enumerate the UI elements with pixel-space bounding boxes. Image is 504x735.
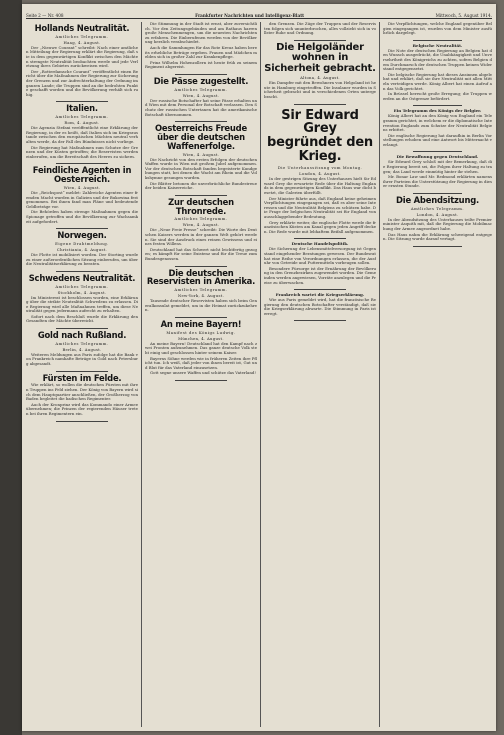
article-headline: Feindliche Agenten in Oesterreich.: [32, 165, 132, 185]
article-paragraph: Die Stimmung in der Stadt ist ernst, aber zuversichtlich. Vor den Zeitungsgebäuden und am Rathaus harren große Menschenmengen, um die neuesten Nachrichten zu erfahren. Die Einberufenen werden von der Bevölkerung herzlich verabschiedet.: [145, 22, 257, 45]
article-headline: Die Pässe zugestellt.: [153, 75, 249, 86]
article: [264, 22, 376, 36]
article-subheading: Amtliches Telegramm.: [55, 283, 109, 289]
article-paragraph: An meine Bayern! Deutschland hat den Kampf nach zwei Fronten aufzunehmen. Das ganze deutsche Volk steht einig und geschlossen hinter seinem Kaiser.: [145, 340, 257, 355]
article-separator: [175, 121, 227, 122]
article-subheading: Frankreich wartet die Kriegserklärung.: [275, 292, 365, 298]
article-subheading: Belgische Neutralität.: [412, 42, 463, 48]
article-paragraph: In Brüssel herrscht große Erregung; die Truppen werden an die Ostgrenze befördert.: [383, 91, 492, 101]
article-paragraph: Sir Edward Grey schloß mit der Bemerkung, daß die Regierung bereit sei, die Folgen ihrer Haltung zu tragen; das Land werde einmütig hinter ihr stehen.: [383, 159, 492, 174]
article-separator: [175, 317, 227, 318]
article-dateline: Altona, 4. August.: [300, 75, 340, 81]
article-dateline: Rom, 4. August.: [64, 120, 100, 126]
article-dateline: Wien, 4. August.: [182, 92, 220, 98]
article-subheading: Amtliches Telegramm.: [174, 86, 228, 92]
article-dateline: London, 4. August.: [299, 171, 341, 177]
article-separator: [175, 380, 227, 381]
article-separator: [56, 371, 108, 372]
article-subheading: Amtliches Telegramm.: [174, 216, 228, 222]
article-separator: [56, 101, 108, 102]
article-headline: An meine Bayern!: [160, 318, 242, 329]
newspaper-page: [22, 4, 496, 731]
article-headline: Norwegen.: [57, 230, 107, 241]
article: [264, 43, 376, 100]
article-paragraph: Im Ministerrat ist beschlossen worden, eine Erklärung über die strikte Neutralität Schwedens zu erlassen. Die Regierung wird alle Maßnahmen treffen, um diese Neutralität gegen jedermann aufrecht zu erhalten.: [26, 294, 138, 314]
article-separator: [56, 271, 108, 272]
article-subheading: Ein Telegramm des Königs der Belgier.: [393, 108, 482, 114]
article-subheading: Deutsche Handelspolitik.: [291, 241, 349, 247]
article-separator: [294, 40, 346, 41]
article-paragraph: Das Haus nahm die Erklärung schweigend entgegen. Die Sitzung wurde darauf vertagt.: [383, 231, 492, 242]
article: [383, 108, 492, 147]
article-headline: Oesterreichs Freude über die deutschen Waffenerfolge.: [155, 123, 247, 151]
article-headline: Zur deutschen Thronrede.: [168, 196, 234, 216]
article-paragraph: Die Blätter betonen die unverbrüchliche Bundestreue der beiden Kaiserreiche.: [145, 180, 257, 191]
article-separator: [56, 421, 108, 422]
article-separator: [413, 246, 462, 247]
article: [264, 292, 376, 316]
article-paragraph: Die Note der deutschen Regierung an Belgien hat den Wunsch ausgedrückt, die Unabhängigkeit und Unversehrtheit des Königreichs zu achten, sofern Belgien dem Durchmarsch der deutschen Truppen keinen Widerstand entgegensetzt.: [383, 47, 492, 72]
article-dateline: New-York, 4. August.: [177, 293, 225, 299]
article-paragraph: Mr. Bonar Law und Mr. Redmond erklärten namens ihrer Parteien die Unterstützung der Regierung in dieser ernsten Stunde.: [383, 174, 492, 189]
article-separator: [294, 320, 346, 321]
article-subheading: Manifest des Königs Ludwig.: [166, 329, 236, 335]
article-paragraph: Auch der Kronprinz wird das Kommando einer Armee übernehmen; die Prinzen der regierenden Häuser treten bei ihren Regimentern ein.: [26, 401, 138, 417]
article: [26, 274, 138, 324]
article-subheading: Die Bewaffnung gegen Deutschland.: [396, 154, 479, 160]
article-dateline: Wien, 4. August.: [182, 151, 220, 157]
column-4: [383, 22, 492, 727]
article-paragraph: Wie aus Paris gemeldet wird, hat die französische Regierung den deutschen Botschafter verständigt, daß sie die Kriegserklärung abwarte. Die Stimmung in Paris ist erregt.: [264, 297, 376, 316]
article: [264, 241, 376, 285]
article-paragraph: Die Agenzia Stefani veröffentlicht eine Erklärung der Regierung, in der es heißt, daß Italien sich im Kriegszustande zwischen den europäischen Mächten neutral verhalten werde, da der Fall des Bündnisses nicht vorliege.: [26, 125, 138, 144]
article-paragraph: Der russische Botschafter hat seine Pässe erhalten und Wien mit dem Personal der Botschaft verlassen. Den Schutz der russischen Untertanen hat die amerikanische Botschaft übernommen.: [145, 97, 257, 117]
article-paragraph: In der gestrigen Sitzung des Unterhauses hielt Sir Edward Grey die erwartete Rede über die Haltung Englands in dem gegenwärtigen Konflikt. Das Haus war dicht besetzt, die Galerien überfüllt.: [264, 176, 376, 195]
article-subheading: Amtliches Telegramm.: [55, 33, 109, 39]
article-paragraph: Der Minister führte aus, daß England keine geheimen Verpflichtungen eingegangen sei, daß es aber seine Interessen und die Neutralität Belgiens zu schützen habe. Die Frage der belgischen Neutralität sei für England von ausschlaggebender Bedeutung.: [264, 195, 376, 219]
article-subheading: Amtliches Telegramm.: [174, 287, 228, 293]
article: [26, 374, 138, 417]
column-rule: [260, 22, 261, 727]
column-3: [264, 22, 376, 727]
article-paragraph: Die „Reichspost“ meldet: Zahlreiche Agenten einer fremden Macht wurden in Galizien und der Bukowina festgenommen. Bei ihnen fand man Pläne und bedeutende Geldbeträge vor.: [26, 189, 138, 209]
article-subheading: Amtliches Telegramm.: [410, 205, 465, 211]
page-edge: [0, 0, 22, 735]
article-headline: Die Helgoländer wohnen in Sicherheit gebracht.: [264, 41, 376, 74]
article: [26, 104, 138, 159]
article: [26, 24, 138, 97]
article-paragraph: Die Sicherung der Lebensmittelversorgung ist Gegenstand eingehender Beratungen gewesen. Der Bundesrat hat eine Reihe von Verordnungen erlassen, die der Ausfuhr von Getreide und Futtermitteln vorbeugen sollen.: [264, 246, 376, 266]
column-2: [145, 22, 257, 727]
article-paragraph: Grey erklärte weiter, die englische Flotte werde die französischen Küsten am Kanal gegen jeden Angriff decken. Die Rede wurde mit lebhaftem Beifall aufgenommen.: [264, 219, 376, 234]
article-separator: [56, 228, 108, 229]
article-subheading: Die Unterhaussitzung vom Montag.: [277, 165, 363, 171]
article-headline: Italien.: [66, 103, 98, 114]
article-headline: Hollands Neutralität.: [34, 23, 130, 33]
article-paragraph: Die Flotte ist mobilisiert worden. Der Storting wurde zu einer außerordentlichen Sitzung einberufen, um über die Neutralitätserklärung zu beraten.: [26, 251, 138, 267]
article: [145, 269, 257, 313]
article-separator: [413, 193, 462, 194]
article-separator: [413, 40, 462, 41]
article: [145, 77, 257, 117]
article: [383, 196, 492, 242]
article: [26, 231, 138, 267]
header-left: Seite 2 — Nr. 408: [26, 13, 64, 18]
header-masthead: Frankfurter Nachrichten und Intelligenz-Blatt: [195, 13, 305, 18]
article-paragraph: Prinz Wilhelm Hohenzollern ist heute früh zu seinem Regiment abgereist.: [145, 59, 257, 70]
article: [383, 22, 492, 36]
article-paragraph: Die Verpflichtungen, welche England gegenüber Belgien eingegangen ist, wurden von dem Minister ausführlich dargelegt.: [383, 22, 492, 36]
article-subheading: Eigene Drahtmeldung.: [55, 240, 109, 246]
article-paragraph: Die belgische Regierung hat dieses Ansinnen abgelehnt und erklärt, daß sie ihre Neutralität mit allen Mitteln verteidigen werde. König Albert hat einen Aufruf an das Volk gerichtet.: [383, 71, 492, 91]
article-paragraph: König Albert hat an den König von England ein Telegramm gerichtet, in welchem er die diplomatische Intervention Englands zum Schutze der Neutralität Belgiens erbittet.: [383, 113, 492, 133]
article-paragraph: Auch die Sammlungen für das Rote Kreuz haben bereits erhebliche Beträge ergeben. Frauen und Mädchen melden sich in großer Zahl zur Krankenpflege.: [145, 44, 257, 60]
article-separator: [294, 289, 346, 290]
article-paragraph: Bayerns Söhne werden wie in früheren Zeiten ihre Pflicht tun. Ich weiß, daß jeder von ihnen bereit ist, Gut und Blut für das Vaterland einzusetzen.: [145, 355, 257, 370]
article-paragraph: Die „Neue Freie Presse“ schreibt: Die Worte des Deutschen Kaisers werden in der ganzen Welt gehört werden. Sie sind der Ausdruck eines reinen Gewissens und eines festen Willens.: [145, 227, 257, 247]
article-paragraph: den Grenzen. Die Züge der Truppen und der Reservisten folgen sich ununterbrochen, alles vollzieht sich in vollster Ruhe und Ordnung.: [264, 22, 376, 36]
article-paragraph: Weiteren Meldungen aus Paris zufolge hat die Bank von Frankreich namhafte Beträge in Gold nach Petersburg abgesandt.: [26, 351, 138, 367]
article-headline: Die deutschen Reservisten in Amerika.: [146, 267, 256, 287]
article-paragraph: Sofort nach dem Beschluß wurde die Erklärung den Gesandten der Mächte überreicht.: [26, 313, 138, 324]
article-paragraph: Ein Dampfer mit den Bewohnern von Helgoland ist heute in Hamburg eingetroffen. Die Insulaner wurden in Sicherheit gebracht und in verschiedenen Orten untergebracht.: [264, 80, 376, 100]
article: [145, 22, 257, 70]
article-separator: [175, 266, 227, 267]
article-dateline: London, 4. August.: [416, 211, 459, 217]
article-dateline: Berlin, 4. August.: [62, 346, 102, 352]
article-dateline: Wien, 4. August.: [63, 184, 101, 190]
article-dateline: München, 4. August.: [178, 335, 224, 341]
article-dateline: Christiania, 4. August.: [56, 246, 108, 252]
article-paragraph: Gott segne unsere Waffen und schütze das Vaterland!: [150, 370, 256, 376]
article-separator: [294, 238, 346, 239]
article-paragraph: Tausende deutscher Reservisten haben sich beim Generalkonsulat gemeldet, um in die Heimat zurückzukehren.: [145, 298, 257, 313]
article-subheading: Amtliches Telegramm.: [55, 340, 109, 346]
article: [145, 124, 257, 191]
article-paragraph: Die Behörden haben strenge Maßnahmen gegen die Spionage getroffen und die Bevölkerung zur Wachsamkeit aufgefordert.: [26, 209, 138, 224]
article-separator: [294, 104, 346, 105]
article-paragraph: In der Abendsitzung des Unterhauses teilte Premierminister Asquith mit, daß die Regierung die Mobilmachung der Armee angeordnet habe.: [383, 216, 492, 232]
article-subheading: Amtliches Telegramm.: [55, 114, 109, 120]
column-1: [26, 22, 138, 727]
article-separator: [175, 74, 227, 75]
article-separator: [413, 151, 462, 152]
article-paragraph: Wie erklärt, so wollen die deutschen Fürsten mit ihren Truppen ins Feld ziehen. Der König von Bayern wird sich dem Hauptquartier anschließen, der Großherzog von Baden begleitet die badischen Regimenter.: [26, 382, 138, 402]
article-dateline: Wien, 4. August.: [182, 222, 220, 228]
article: [383, 154, 492, 189]
article-paragraph: Die Regierung hat Maßnahmen zum Schutze der Grenzen und der Küsten getroffen; die Reservisten werden einberufen, um die Bereitschaft des Heeres zu sichern.: [26, 144, 138, 159]
article-headline: Die Abendsitzung.: [396, 195, 479, 206]
article-separator: [175, 195, 227, 196]
article-headline: Fürsten im Felde.: [42, 372, 122, 383]
column-rule: [379, 22, 380, 727]
article-paragraph: Die englische Regierung hat daraufhin in Berlin Vorstellungen erhoben und eine Antwort bis Mitternacht verlangt.: [383, 132, 492, 147]
article-paragraph: Besondere Fürsorge ist der Ernährung der Bevölkerung in den Grenzbezirken zugewendet worden. Die Gemeinden werden angewiesen, Vorräte anzulegen und die Preise zu überwachen.: [264, 265, 376, 285]
article-dateline: Stockholm, 4. August.: [57, 289, 107, 295]
article-dateline: Haag, 4. August.: [63, 39, 101, 45]
article-separator: [413, 105, 462, 106]
article: [145, 320, 257, 376]
header-date: Mittwoch, 5. August 1914.: [435, 13, 492, 18]
article-paragraph: Deutschland hat das Schwert nicht leichtfertig gezogen; es kämpft für seine Existenz und für die Treue zum Bundesgenossen.: [145, 246, 257, 261]
article: [145, 198, 257, 262]
article: [26, 331, 138, 367]
article: [264, 109, 376, 235]
page-header: [26, 8, 492, 19]
article-headline: Sir Edward Grey begründet den Krieg.: [267, 107, 373, 164]
article-paragraph: Die Nachricht von den ersten Erfolgen der deutschen Waffen wurde in Wien mit großem Jubel aufgenommen. Vor der deutschen Botschaft fanden begeisterte Kundgebungen statt, bei denen die Wacht am Rhein und die Volkshymne gesungen wurden.: [145, 156, 257, 180]
article: [383, 43, 492, 102]
article-headline: Gold nach Rußland.: [37, 330, 127, 341]
article-separator: [56, 163, 108, 164]
article-separator: [56, 328, 108, 329]
column-rule: [141, 22, 142, 727]
article-paragraph: Der „Rotterdamsche Courant“ veröffentlicht einen Bericht über die Maßnahmen der Regierung zur Sicherung der Grenzen und zur Aufrechterhaltung der Ordnung im ganzen Lande; die Truppen sind an die bedrohten Punkte geschafft worden und die Bevölkerung verhält sich ruhig.: [26, 68, 138, 97]
article-headline: Schwedens Neutralität.: [28, 272, 136, 283]
article: [26, 166, 138, 224]
article-paragraph: Der „Nieuwe Courant“ schreibt: Nach einer amtlichen Mitteilung der Regierung erklärt die Regierung, daß sie in dem gegenwärtigen Konflikt zwischen den Mächten strengste Neutralität beobachten werde und jede Verletzung ihres Gebietes zurückweisen wird.: [26, 44, 138, 69]
